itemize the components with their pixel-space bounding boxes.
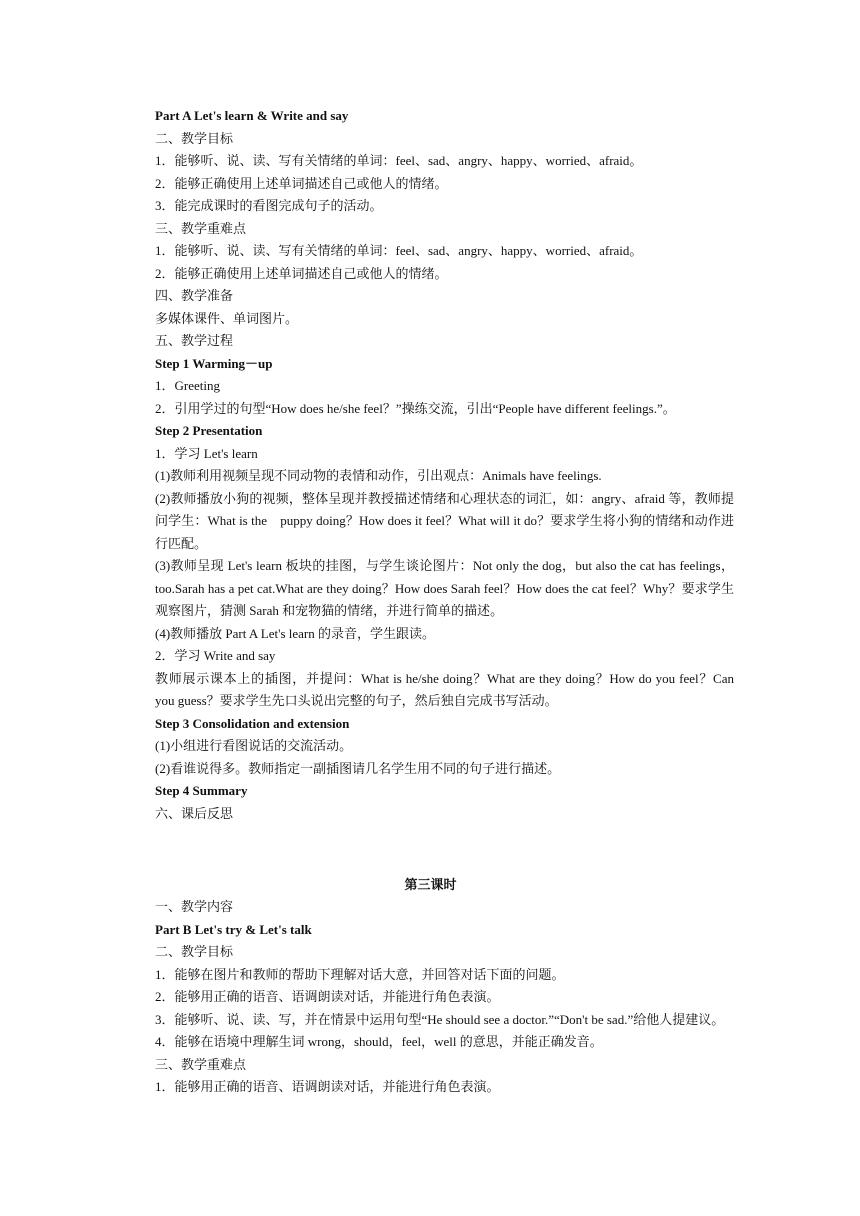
paragraph: (2)教师播放小狗的视频，整体呈现并教授描述情绪和心理状态的词汇，如：angry、afraid 等，教师提问学生：What is the puppy doing？How does it feel？What will it do？要求学生将小狗的情绪和动作进行匹配。 (155, 490, 734, 551)
text-line: 2．能够正确使用上述单词描述自己或他人的情绪。 (155, 265, 448, 281)
section-heading: Step 3 Consolidation and extension (155, 715, 350, 731)
text-line: (1)小组进行看图说话的交流活动。 (155, 738, 353, 753)
text-line: 三、教学重难点 (155, 220, 247, 236)
paragraph: 3．能够听、说、读、写，并在情景中运用句型“He should see a doctor.”“Don't be sad.”给他人提建议。 (155, 1011, 725, 1027)
text-line: 1．能够用正确的语音、语调朗读对话，并能进行角色表演。 (155, 1079, 500, 1094)
text-line: 1．Greeting (155, 378, 220, 393)
paragraph: 教师展示课本上的插图，并提问：What is he/she doing？What are they doing？How do you feel？Can you guess？要求学生先口头说出完整的句子，然后独自完成书写活动。 (155, 670, 734, 708)
text-line: 五、教学过程 (155, 333, 234, 348)
text-line: 2．引用学过的句型“How does he/she feel？”操练交流，引出“People have different feelings.”。 (155, 400, 676, 416)
text-line: (2)看谁说得多。教师指定一副插图请几名学生用不同的句子进行描述。 (155, 760, 561, 776)
text-line: 二、教学目标 (155, 130, 234, 146)
text-line: 多媒体课件、单词图片。 (155, 310, 299, 326)
text-line: 1．能够在图片和教师的帮助下理解对话大意，并回答对话下面的问题。 (155, 966, 565, 982)
text-line: 二、教学目标 (155, 944, 234, 959)
section-heading: Part A Let's learn & Write and say (155, 108, 349, 123)
text-line: 1．学习 Let's learn (155, 445, 258, 461)
text-line: 2．学习 Write and say (155, 648, 276, 663)
section-heading: Part B Let's try & Let's talk (155, 921, 312, 937)
text-line: 三、教学重难点 (155, 1056, 247, 1072)
text-line: 四、教学准备 (155, 288, 234, 303)
text-line: 一、教学内容 (155, 899, 234, 914)
section-heading: Step 4 Summary (155, 783, 248, 798)
paragraph: (3)教师呈现 Let's learn 板块的挂图，与学生谈论图片：Not only the dog，but also the cat has feelings，too.Sarah has a pet cat.What are they doing？How does Sarah feel？How does the cat feel？Why？要求学生观察图片，猜测 Sarah 和宠物猫的情绪，并进行简单的描述。 (155, 558, 734, 618)
text-line: 3．能完成课时的看图完成句子的活动。 (155, 198, 383, 213)
text-line: (1)教师利用视频呈现不同动物的表情和动作，引出观点：Animals have feelings. (155, 468, 602, 483)
section-heading: Step 1 Warming－up (155, 355, 273, 371)
text-line: 六、课后反思 (155, 805, 234, 821)
document-body (127, 105, 734, 1099)
text-line: 1．能够听、说、读、写有关情绪的单词：feel、sad、angry、happy、worried、afraid。 (155, 153, 643, 168)
text-line: (4)教师播放 Part A Let's learn 的录音，学生跟读。 (155, 625, 436, 641)
text-line: 2．能够正确使用上述单词描述自己或他人的情绪。 (155, 175, 448, 191)
text-line: 2．能够用正确的语音、语调朗读对话，并能进行角色表演。 (155, 989, 500, 1004)
lesson-title: 第三课时 (404, 876, 457, 892)
text-line: 1．能够听、说、读、写有关情绪的单词：feel、sad、angry、happy、worried、afraid。 (155, 243, 643, 258)
blank-line (127, 838, 734, 861)
section-heading: Step 2 Presentation (155, 423, 263, 438)
text-line: 4．能够在语境中理解生词 wrong，should，feel，well 的意思，并能正确发音。 (155, 1034, 603, 1049)
